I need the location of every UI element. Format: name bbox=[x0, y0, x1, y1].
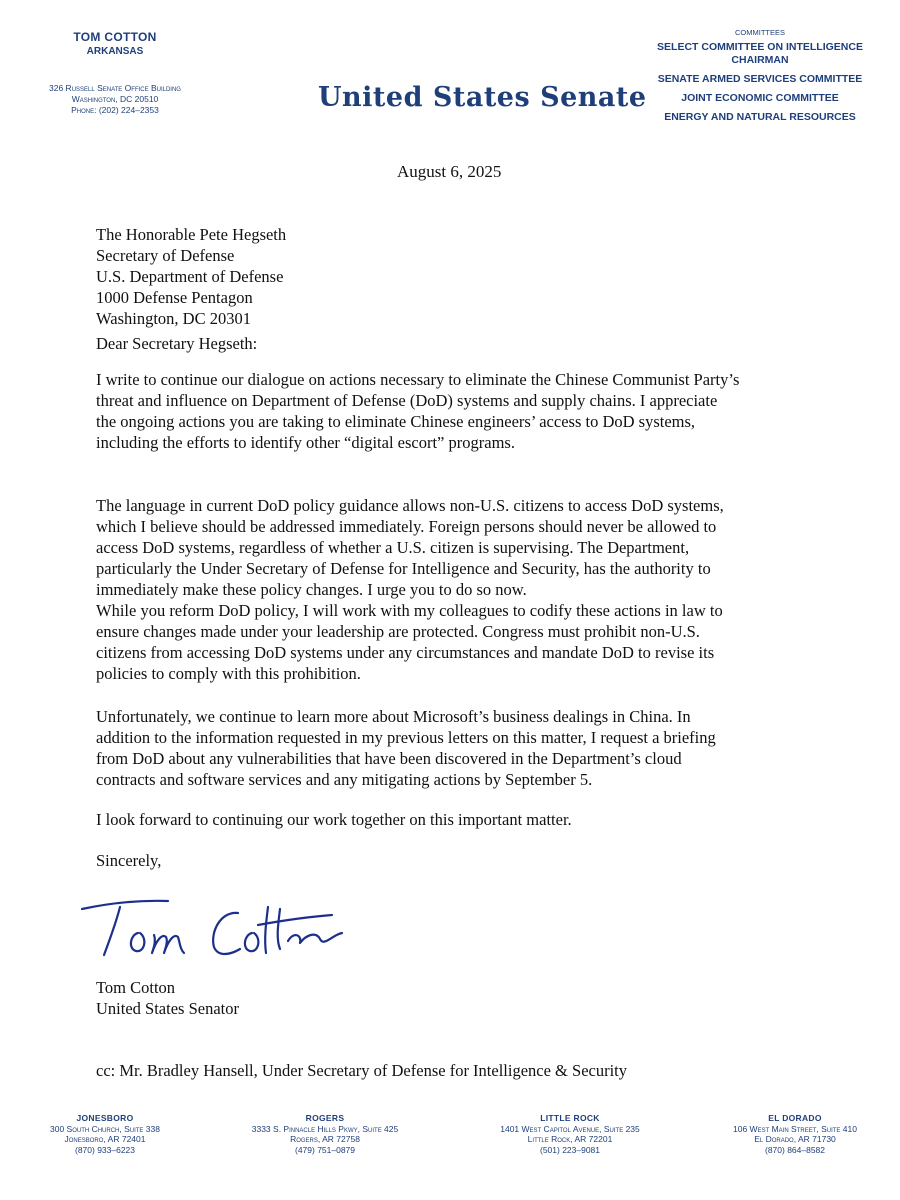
salutation: Dear Secretary Hegseth: bbox=[96, 334, 258, 353]
addressee-line: 1000 Defense Pentagon bbox=[96, 288, 253, 307]
letterhead bbox=[0, 0, 900, 150]
office-street: 3333 S. Pinnacle Hills Pkwy, Suite 425 bbox=[251, 1123, 399, 1134]
senator-name: TOM COTTON bbox=[73, 30, 157, 44]
paragraph-line: policies to comply with this prohibition. bbox=[96, 664, 361, 683]
committee-item: JOINT ECONOMIC COMMITTEE bbox=[681, 92, 839, 104]
office-phone: (501) 223–9081 bbox=[539, 1144, 601, 1155]
office-little-rock bbox=[470, 1113, 670, 1155]
addressee-line: U.S. Department of Defense bbox=[96, 267, 284, 286]
paragraph-line: The language in current DoD policy guidance allows non-U.S. citizens to access DoD systems, bbox=[96, 496, 724, 515]
letter-date: August 6, 2025 bbox=[397, 162, 502, 181]
paragraph-line: citizens from accessing DoD systems under any circumstances and mandate DoD to revise its bbox=[96, 643, 715, 662]
paragraph-1 bbox=[96, 369, 816, 453]
paragraph-line: Unfortunately, we continue to learn more about Microsoft’s business dealings in China. In bbox=[96, 707, 691, 726]
signer-name: Tom Cotton bbox=[96, 978, 176, 997]
paragraph-2 bbox=[96, 495, 816, 600]
office-address bbox=[20, 83, 210, 116]
senator-office-block bbox=[20, 30, 210, 116]
paragraph-line: from DoD about any vulnerabilities that have been discovered in the Department’s cloud bbox=[96, 749, 682, 768]
paragraph-line: particularly the Under Secretary of Defense for Intelligence and Security, has the authority to bbox=[96, 559, 711, 578]
office-street: 1401 West Capitol Avenue, Suite 235 bbox=[500, 1123, 640, 1134]
office-jonesboro bbox=[20, 1113, 190, 1155]
committee-item: SELECT COMMITTEE ON INTELLIGENCE bbox=[657, 41, 863, 53]
cc-line: cc: Mr. Bradley Hansell, Under Secretary of Defense for Intelligence & Security bbox=[96, 1061, 628, 1080]
paragraph-line: the ongoing actions you are taking to eliminate Chinese engineers’ access to DoD systems, bbox=[96, 412, 696, 431]
office-address-line: 326 Russell Senate Office Building bbox=[49, 83, 181, 93]
paragraph-4 bbox=[96, 706, 816, 790]
closing: Sincerely, bbox=[96, 851, 162, 870]
paragraph-line: I write to continue our dialogue on actions necessary to eliminate the Chinese Communist Party’s bbox=[96, 370, 740, 389]
office-citystate: Rogers, AR 72758 bbox=[290, 1134, 360, 1144]
office-street: 300 South Church, Suite 338 bbox=[50, 1123, 160, 1134]
office-city: ROGERS bbox=[305, 1113, 345, 1123]
office-citystate: Little Rock, AR 72201 bbox=[527, 1134, 613, 1144]
office-phone: (870) 933–6223 bbox=[74, 1144, 136, 1155]
paragraph-5 bbox=[96, 809, 816, 830]
office-street: 106 West Main Street, Suite 410 bbox=[733, 1123, 857, 1134]
handwritten-signature bbox=[80, 895, 360, 970]
paragraph-line: I look forward to continuing our work together on this important matter. bbox=[96, 810, 572, 829]
office-citystate: El Dorado, AR 71730 bbox=[754, 1134, 836, 1144]
paragraph-line: ensure changes made under your leadership are protected. Congress must prohibit non-U.S. bbox=[96, 622, 700, 641]
committee-role: CHAIRMAN bbox=[731, 54, 789, 66]
footer-offices bbox=[0, 1113, 900, 1173]
signer-title: United States Senator bbox=[96, 999, 239, 1018]
committee-item: SENATE ARMED SERVICES COMMITTEE bbox=[657, 73, 863, 85]
office-phone: (870) 864–8582 bbox=[764, 1144, 826, 1155]
paragraph-line: which I believe should be addressed immediately. Foreign persons should never be allowed to bbox=[96, 517, 717, 536]
office-phone: Phone: (202) 224–2353 bbox=[71, 105, 159, 115]
office-city: EL DORADO bbox=[768, 1113, 822, 1123]
office-rogers bbox=[225, 1113, 425, 1155]
paragraph-line: contracts and software services and any mitigating actions by September 5. bbox=[96, 770, 593, 789]
committee-item: ENERGY AND NATURAL RESOURCES bbox=[664, 111, 856, 123]
paragraph-3 bbox=[96, 600, 816, 684]
office-citystate: Jonesboro, AR 72401 bbox=[64, 1134, 146, 1144]
committees-block bbox=[640, 28, 880, 124]
office-city: LITTLE ROCK bbox=[540, 1113, 600, 1123]
office-address-line: Washington, DC 20510 bbox=[71, 94, 159, 104]
addressee-line: Secretary of Defense bbox=[96, 246, 235, 265]
addressee-block bbox=[96, 224, 816, 329]
office-phone: (479) 751–0879 bbox=[294, 1144, 356, 1155]
office-el-dorado bbox=[700, 1113, 890, 1155]
addressee-line: Washington, DC 20301 bbox=[96, 309, 251, 328]
addressee-line: The Honorable Pete Hegseth bbox=[96, 225, 287, 244]
paragraph-line: including the efforts to identify other “digital escort” programs. bbox=[96, 433, 515, 452]
paragraph-line: immediately make these policy changes. I urge you to do so now. bbox=[96, 580, 527, 599]
signer-block bbox=[96, 977, 816, 1019]
office-city: JONESBORO bbox=[76, 1113, 134, 1123]
paragraph-line: While you reform DoD policy, I will work with my colleagues to codify these actions in law to bbox=[96, 601, 723, 620]
paragraph-line: access DoD systems, regardless of whether a U.S. citizen is supervising. The Department, bbox=[96, 538, 690, 557]
paragraph-line: addition to the information requested in my previous letters on this matter, I request a briefing bbox=[96, 728, 716, 747]
senator-state: ARKANSAS bbox=[86, 46, 144, 57]
paragraph-line: threat and influence on Department of Defense (DoD) systems and supply chains. I appreciate bbox=[96, 391, 718, 410]
committees-label: COMMITTEES bbox=[735, 28, 785, 37]
senate-title: United States Senate bbox=[318, 82, 647, 113]
